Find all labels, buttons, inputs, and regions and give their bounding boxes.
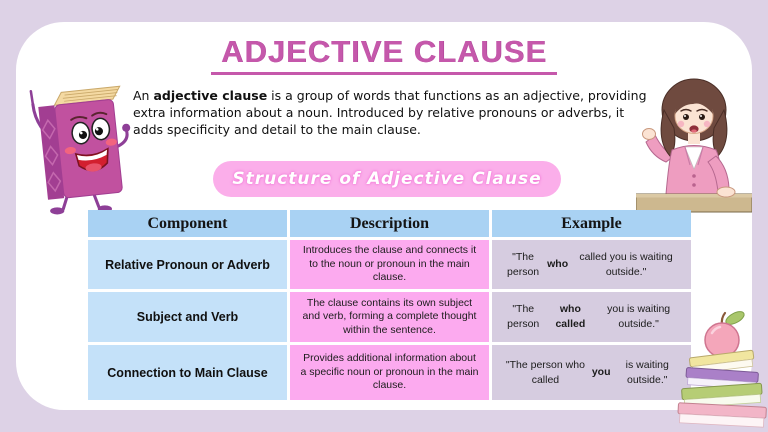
header-cell-component: Component [88, 210, 287, 237]
page-title: ADJECTIVE CLAUSE [211, 34, 557, 75]
books-and-apple-illustration [676, 306, 768, 432]
teacher-illustration [636, 68, 752, 214]
teacher-button [692, 183, 696, 187]
header-cell-description: Description [290, 210, 489, 237]
grammar-table [88, 210, 691, 400]
book-pink [677, 403, 766, 428]
description-cell-row2: The clause contains its own subject and verb, forming a complete thought within the sentence. [290, 292, 489, 342]
mascot-left-foot [50, 207, 64, 214]
teacher-blush [704, 121, 710, 127]
example-cell-row3: "The person who called you is waiting outside." [492, 345, 691, 400]
teacher-podium-edge [636, 194, 752, 198]
mascot-right-leg [94, 194, 99, 207]
teacher-button [692, 174, 696, 178]
teacher-eye [699, 114, 705, 120]
section-banner-label: Structure of Adjective Clause [232, 169, 542, 189]
book-mascot-illustration [18, 74, 136, 218]
component-cell-row2: Subject and Verb [88, 292, 287, 342]
mascot-pointing-finger [31, 91, 33, 104]
teacher-eye [683, 114, 689, 120]
example-cell-row2: "The person who called you is waiting outside." [492, 292, 691, 342]
example-cell-row1: "The person who called you is waiting outside." [492, 240, 691, 289]
intro-paragraph: An adjective clause is a group of words that functions as an adjective, providing extra information about a noun. Introduced by relative pronouns or adverbs, it adds specificity and detail to the main clause. [133, 88, 647, 137]
teacher-tongue [691, 129, 697, 132]
teacher-eye-highlight [700, 115, 702, 117]
component-cell-row1: Relative Pronoun or Adverb [88, 240, 287, 289]
teacher-hand-on-podium [717, 187, 735, 197]
description-cell-row1: Introduces the clause and connects it to the noun or pronoun in the main clause. [290, 240, 489, 289]
mascot-fist [122, 124, 130, 132]
apple [705, 323, 739, 357]
section-banner [213, 161, 561, 197]
description-cell-row3: Provides additional information about a specific noun or pronoun in the main clause. [290, 345, 489, 400]
header-cell-example: Example [492, 210, 691, 237]
component-cell-row3: Connection to Main Clause [88, 345, 287, 400]
teacher-eye-highlight [684, 115, 686, 117]
teacher-raised-hand [643, 129, 656, 140]
teacher-blush [678, 121, 684, 127]
mascot-book-body [37, 86, 131, 200]
